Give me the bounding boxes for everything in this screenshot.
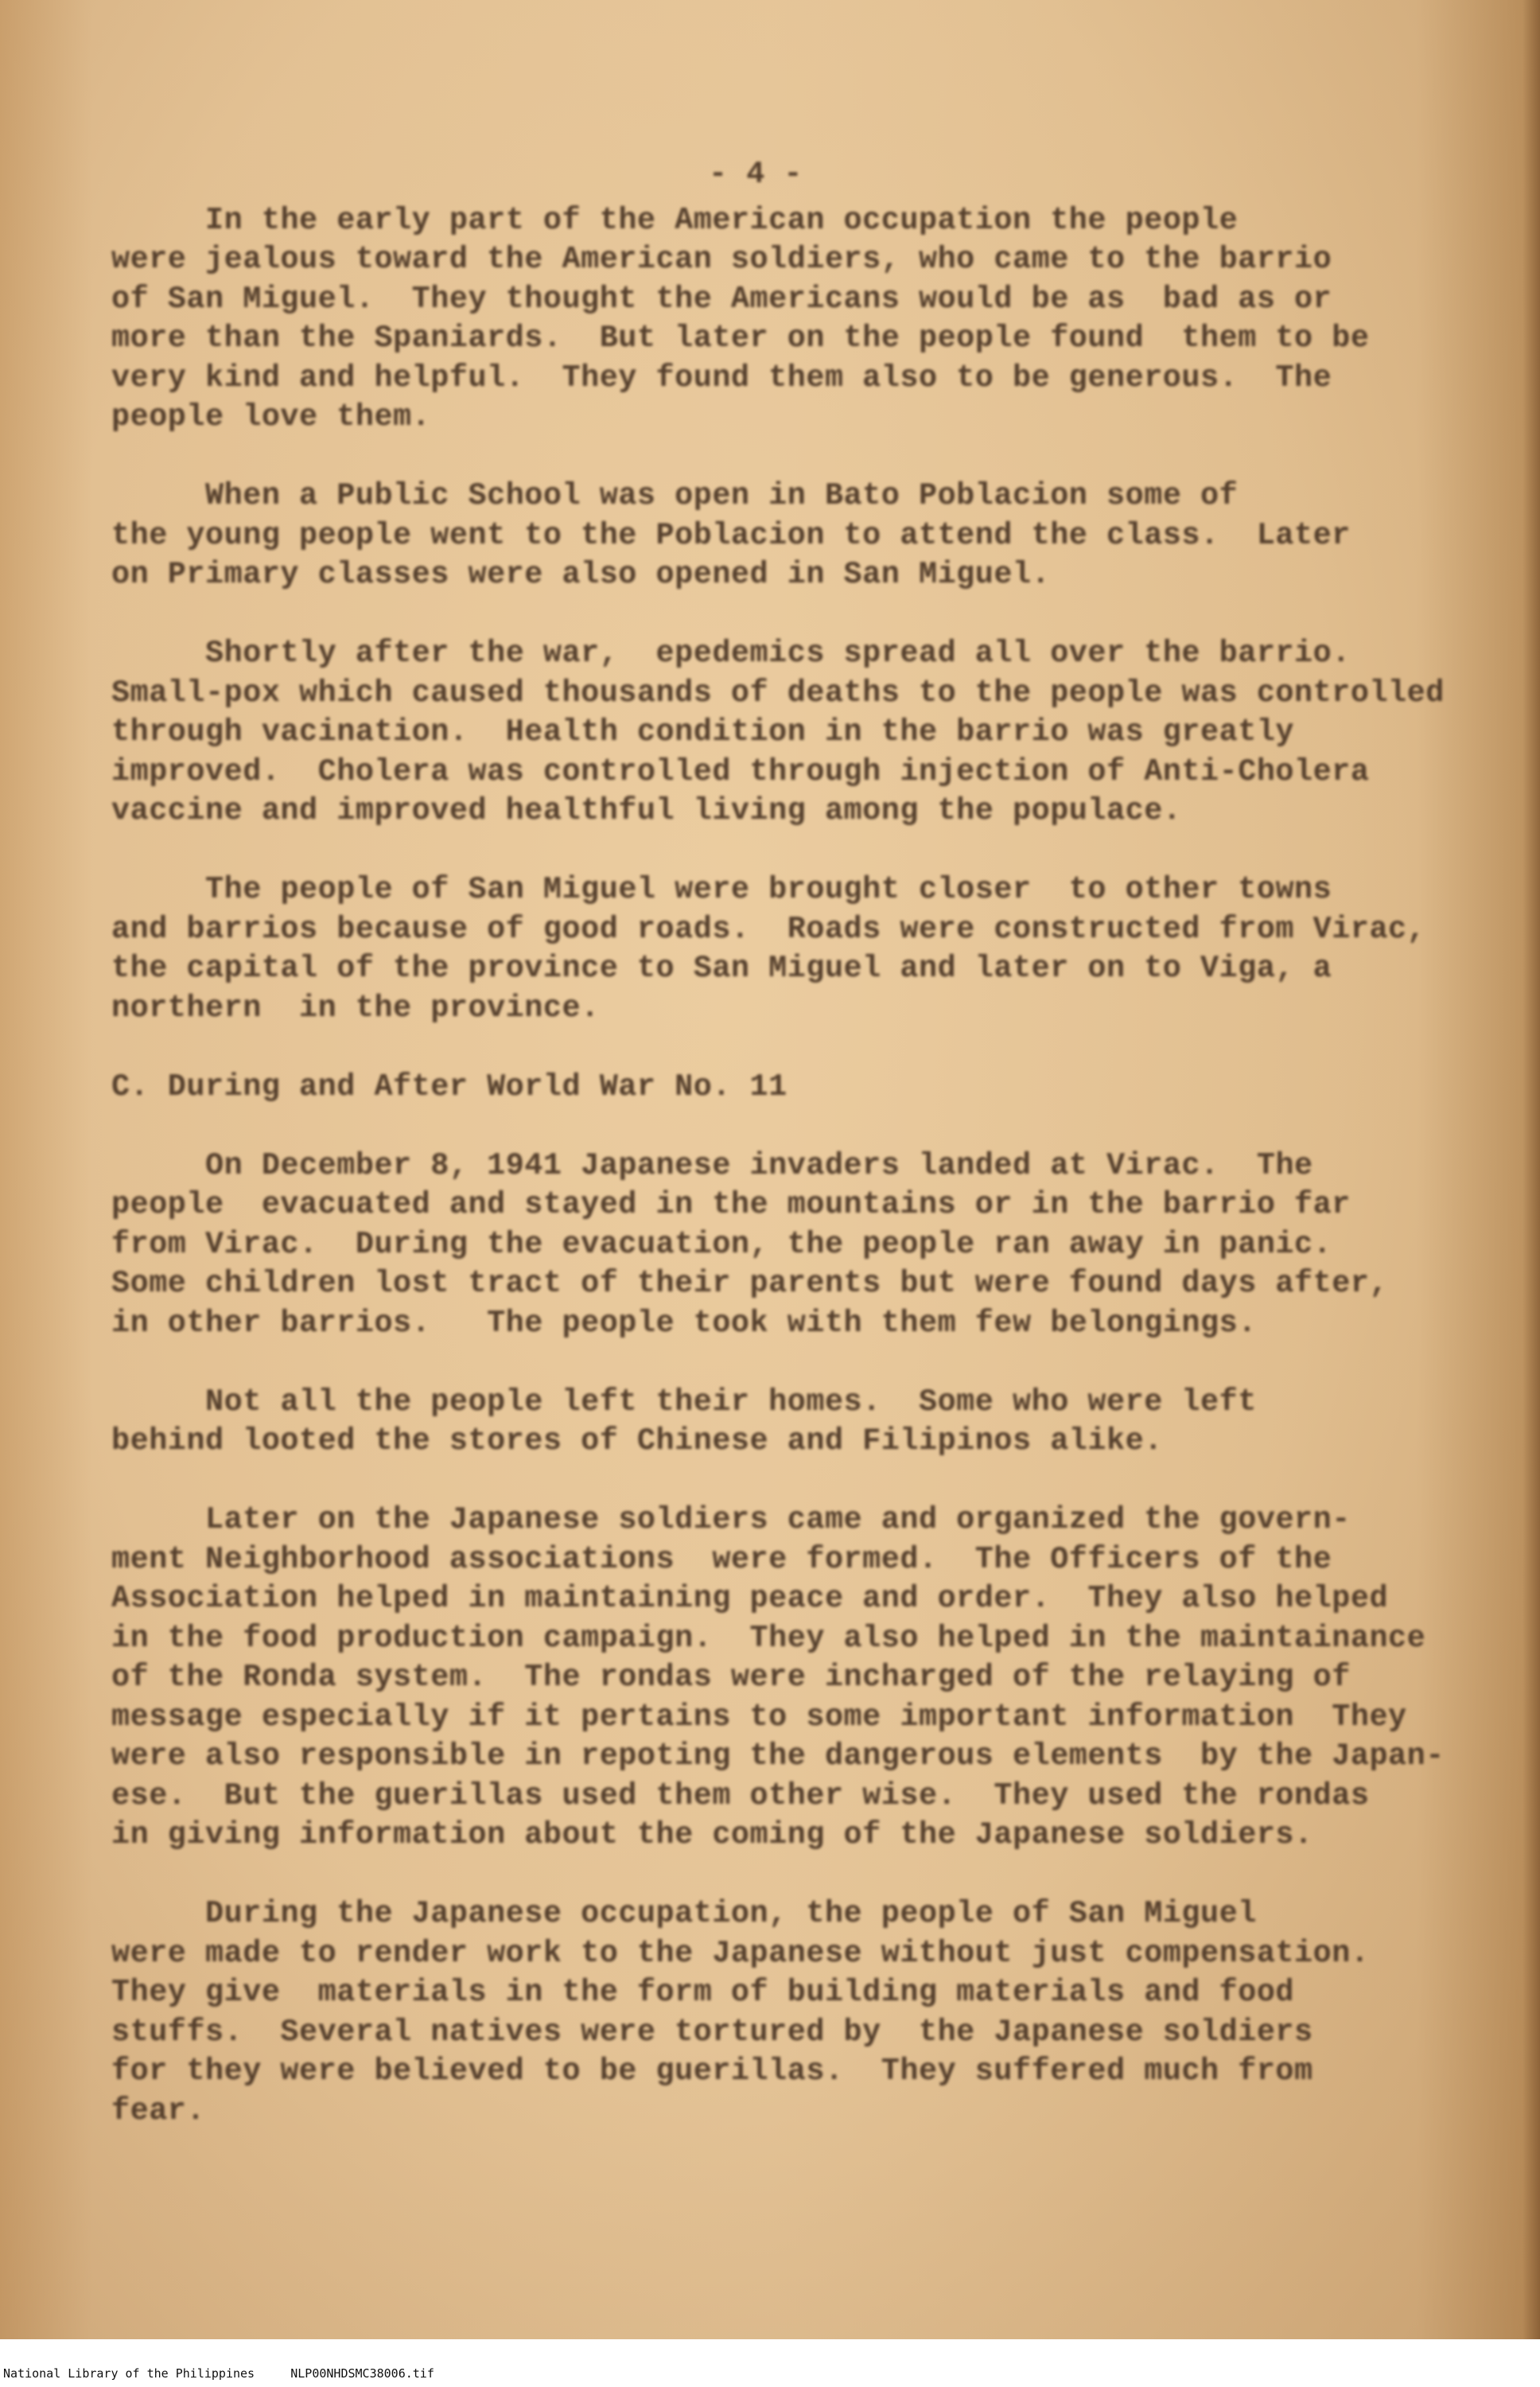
footer-caption: National Library of the Philippines NLP00NHDSMC38006.tif: [3, 2366, 434, 2381]
typescript-body: [111, 155, 1495, 2171]
paragraph-american-occupation: In the early part of the American occupation the people were jealous toward the American soldiers, who came to the barrio of San Miguel. They thought the Americans would be as bad as or more than the Spaniards. But later on the people found them to be very kind and helpful. They found them also to be generous. The people love them.: [111, 202, 1370, 434]
page-edge-shadow: [1522, 0, 1540, 2339]
paragraph-japanese-occupation: During the Japanese occupation, the people of San Miguel were made to render work to the Japanese without just compensation. They give materials in the form of building materials and food stuffs. Several natives were tortured by the Japanese soldiers for they were believed to be guerillas. They suffered much from fear.: [111, 1896, 1370, 2128]
paragraph-epidemics: Shortly after the war, epedemics spread all over the barrio. Small-pox which caused thousands of deaths to the people was controlled through vacination. Health condition in the barrio was greatly improved. Cholera was controlled through injection of Anti-Cholera vaccine and improved healthful living among the populace.: [111, 636, 1445, 828]
section-heading: C. During and After World War No. 11: [111, 1069, 788, 1104]
paragraph-public-school: When a Public School was open in Bato Poblacion some of the young people went to the Poblacion to attend the class. Later on Primary classes were also opened in San Miguel.: [111, 478, 1351, 592]
scan-footer: [0, 2339, 1540, 2387]
paragraph-looting: Not all the people left their homes. Some who were left behind looted the stores of Chinese and Filipinos alike.: [111, 1384, 1257, 1458]
paragraph-japanese-invasion: On December 8, 1941 Japanese invaders landed at Virac. The people evacuated and stayed in the mountains or in the barrio far from Virac. During the evacuation, the people ran away in panic. Some children lost tract of their parents but were found days after, in other barrios. The people took with them few belongings.: [111, 1147, 1389, 1341]
page-number: - 4 -: [708, 157, 803, 192]
paragraph-roads: The people of San Miguel were brought closer to other towns and barrios because of good roads. Roads were constructed from Virac, the capital of the province to San Miguel and later on to Viga, a northern in the province.: [111, 872, 1426, 1026]
paragraph-neighborhood-associations: Later on the Japanese soldiers came and organized the govern- ment Neighborhood associations were formed. The Officers of the Association helped in maintaining peace and order. They also helped in the food production campaign. They also helped in the maintainance of the Ronda system. The rondas were incharged of the relaying of message especially if it pertains to some important information They were also responsible in repoting the dangerous elements by the Japan- ese. But the guerillas used them other wise. They used the rondas in giving information about the coming of the Japanese soldiers.: [111, 1502, 1445, 1852]
